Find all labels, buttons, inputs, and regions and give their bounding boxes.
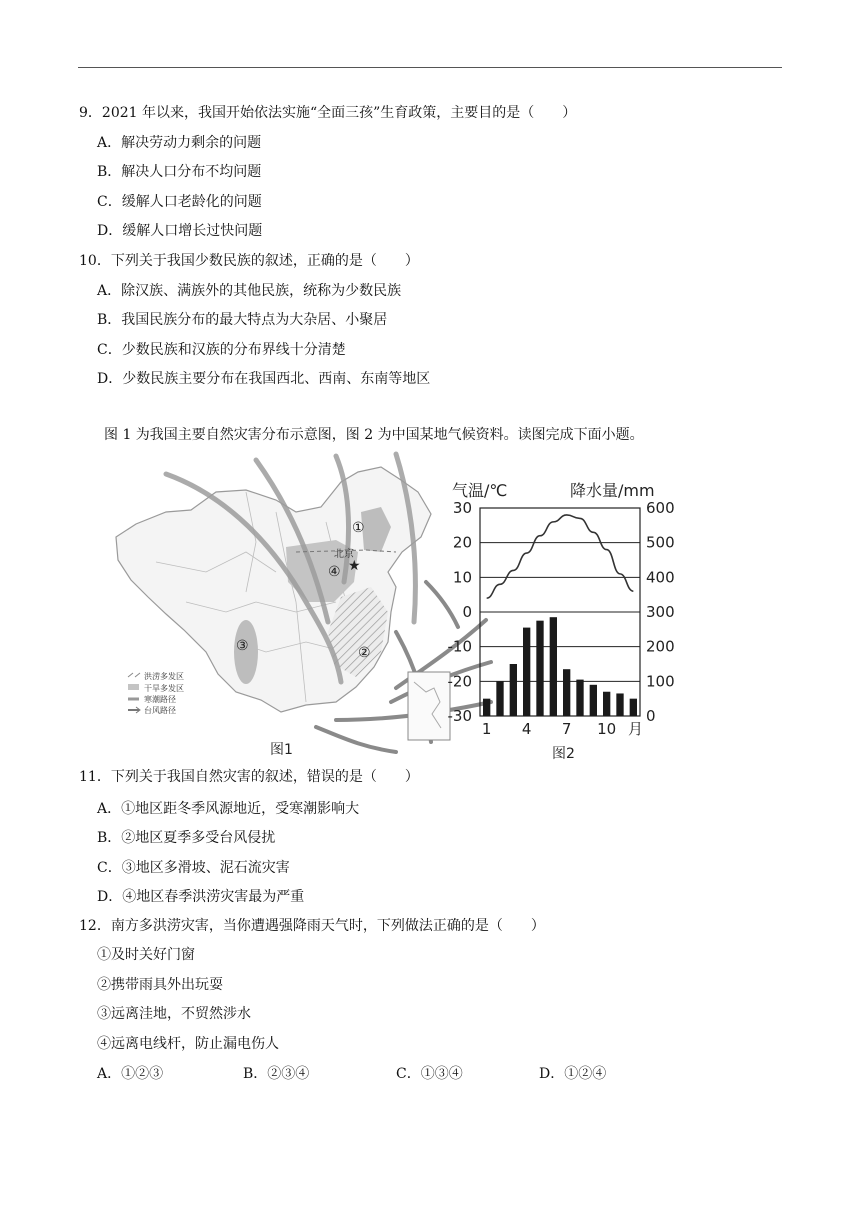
region-mark-3: ③ bbox=[236, 638, 249, 654]
question-10-option-d[interactable]: D．少数民族主要分布在我国西北、西南、东南等地区 bbox=[97, 371, 431, 387]
region-mark-4: ④ bbox=[328, 564, 341, 580]
precipitation-tick-label: 400 bbox=[646, 568, 675, 587]
question-9-option-d[interactable]: D．缓解人口增长过快问题 bbox=[97, 223, 263, 239]
figure-2-caption: 图2 bbox=[552, 746, 575, 762]
temperature-tick-label: 10 bbox=[452, 568, 472, 587]
precipitation-bar bbox=[616, 693, 623, 716]
precipitation-bar bbox=[510, 664, 517, 716]
temperature-tick-label: 0 bbox=[462, 603, 472, 621]
precipitation-bar bbox=[483, 699, 490, 716]
question-12-item-4: ④远离电线杆，防止漏电伤人 bbox=[97, 1036, 279, 1052]
precipitation-bar bbox=[496, 681, 503, 716]
figures-svg bbox=[96, 452, 675, 764]
precipitation-tick-label: 300 bbox=[646, 603, 675, 621]
precipitation-bar bbox=[563, 669, 570, 716]
precipitation-tick-label: 0 bbox=[646, 707, 656, 725]
figure-1-caption: 图1 bbox=[270, 742, 293, 758]
question-11-option-a[interactable]: A．①地区距冬季风源地近，受寒潮影响大 bbox=[97, 801, 360, 817]
header-rule bbox=[78, 67, 782, 68]
precipitation-bar bbox=[603, 692, 610, 716]
question-12-answer-c[interactable]: C．①③④ bbox=[396, 1066, 463, 1082]
question-9-option-a[interactable]: A．解决劳动力剩余的问题 bbox=[97, 135, 262, 151]
question-11-option-b[interactable]: B．②地区夏季多受台风侵扰 bbox=[97, 830, 276, 846]
temperature-axis-title: 气温/℃ bbox=[452, 481, 508, 500]
disaster-map bbox=[116, 454, 491, 758]
precipitation-tick-label: 500 bbox=[646, 533, 675, 552]
precipitation-tick-label: 100 bbox=[646, 672, 675, 691]
question-10-stem: 10．下列关于我国少数民族的叙述，正确的是（ ） bbox=[79, 253, 419, 269]
precipitation-axis-title: 降水量/mm bbox=[570, 481, 655, 500]
figure-intro-text: 图 1 为我国主要自然灾害分布示意图，图 2 为中国某地气候资料。读图完成下面小题。 bbox=[104, 427, 644, 443]
precipitation-bar bbox=[550, 617, 557, 716]
city-label-beijing: 北京 bbox=[334, 549, 354, 560]
precipitation-tick-label: 200 bbox=[646, 637, 675, 656]
month-tick-label: 7 bbox=[561, 720, 572, 738]
question-11-stem: 11．下列关于我国自然灾害的叙述，错误的是（ ） bbox=[79, 769, 419, 785]
question-11-option-c[interactable]: C．③地区多滑坡、泥石流灾害 bbox=[97, 860, 290, 876]
month-tick-label: 10 bbox=[597, 720, 617, 738]
temperature-tick-label: 30 bbox=[452, 499, 472, 517]
temperature-tick-label: -10 bbox=[447, 637, 472, 656]
question-9-stem: 9．2021 年以来，我国开始依法实施“全面三孩”生育政策，主要目的是（ ） bbox=[79, 105, 577, 121]
question-12-answer-d[interactable]: D．①②④ bbox=[539, 1066, 607, 1082]
precipitation-bar bbox=[523, 628, 530, 716]
legend-cold-wave: 寒潮路径 bbox=[144, 695, 176, 704]
month-tick-label: 4 bbox=[521, 720, 532, 738]
region-mark-2: ② bbox=[358, 645, 371, 661]
precipitation-bar bbox=[576, 680, 583, 716]
month-tick-label: 1 bbox=[481, 720, 492, 738]
precipitation-tick-label: 600 bbox=[646, 499, 675, 517]
temperature-line bbox=[487, 515, 634, 598]
beijing-star-icon: ★ bbox=[348, 558, 361, 574]
legend-drought: 干旱多发区 bbox=[144, 684, 184, 693]
question-12-item-3: ③远离洼地，不贸然涉水 bbox=[97, 1006, 251, 1022]
region-mark-1: ① bbox=[352, 520, 365, 536]
legend-flood: 洪涝多发区 bbox=[144, 672, 184, 681]
map-legend bbox=[128, 671, 184, 715]
legend-typhoon: 台风路径 bbox=[144, 706, 176, 715]
question-9-option-b[interactable]: B．解决人口分布不均问题 bbox=[97, 164, 262, 180]
question-12-stem: 12．南方多洪涝灾害，当你遭遇强降雨天气时，下列做法正确的是（ ） bbox=[79, 918, 545, 934]
temperature-tick-label: -30 bbox=[447, 707, 472, 725]
precipitation-bar bbox=[590, 685, 597, 716]
question-10-option-b[interactable]: B．我国民族分布的最大特点为大杂居、小聚居 bbox=[97, 312, 388, 328]
question-10-option-a[interactable]: A．除汉族、满族外的其他民族，统称为少数民族 bbox=[97, 283, 402, 299]
precipitation-bar bbox=[630, 699, 637, 716]
figure-block bbox=[96, 452, 675, 764]
temperature-tick-label: 20 bbox=[452, 533, 472, 552]
month-unit-label: 月 bbox=[628, 720, 644, 738]
question-12-item-1: ①及时关好门窗 bbox=[97, 947, 195, 963]
question-11-option-d[interactable]: D．④地区春季洪涝灾害最为严重 bbox=[97, 889, 305, 905]
question-12-answer-b[interactable]: B．②③④ bbox=[243, 1066, 310, 1082]
precipitation-bar bbox=[536, 621, 543, 716]
question-12-item-2: ②携带雨具外出玩耍 bbox=[97, 977, 223, 993]
temperature-tick-label: -20 bbox=[447, 672, 472, 691]
question-10-option-c[interactable]: C．少数民族和汉族的分布界线十分清楚 bbox=[97, 342, 346, 358]
question-12-answer-a[interactable]: A．①②③ bbox=[97, 1066, 164, 1082]
question-9-option-c[interactable]: C．缓解人口老龄化的问题 bbox=[97, 194, 262, 210]
